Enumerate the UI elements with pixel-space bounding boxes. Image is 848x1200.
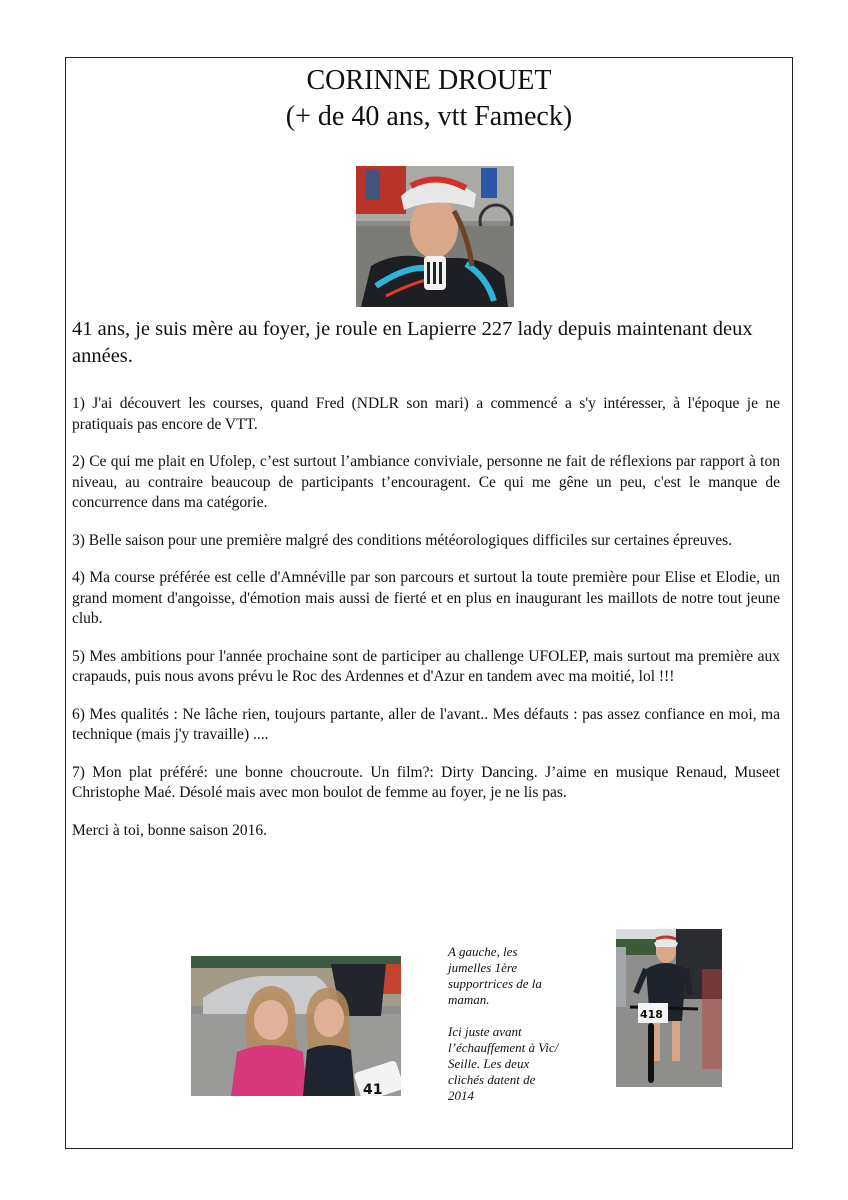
article-subtitle: (+ de 40 ans, vtt Fameck)	[285, 101, 573, 132]
article-title: CORINNE DROUET	[306, 65, 552, 96]
caption-line-1: A gauche, les jumelles 1ère supportrices de la maman.	[448, 944, 542, 1007]
photo-icon	[616, 929, 722, 1087]
caption-line-2: Ici juste avant l’échauffement à Vic/ Seille. Les deux clichés datent de 2014	[448, 1024, 559, 1103]
answer-2: 2) Ce qui me plait en Ufolep, c’est surtout l’ambiance conviviale, personne ne fait de réflexions par rapport à ton niveau, au contraire beaucoup de participants t’encouragent. Ce qui me gêne un peu, c'est le manque de concurrence dans ma catégorie.	[72, 453, 780, 511]
photo-icon	[191, 956, 401, 1096]
answer-4: 4) Ma course préférée est celle d'Amnéville par son parcours et surtout la toute première pour Elise et Elodie, un grand moment d'angoisse, d'émotion mais aussi de fierté et en plus en inaugurant les maillots de notre tout jeune club.	[72, 569, 780, 627]
closing-line: Merci à toi, bonne saison 2016.	[72, 821, 268, 839]
answer-5: 5) Mes ambitions pour l'année prochaine sont de participer au challenge UFOLEP, mais surtout ma première aux crapauds, puis nous avons prévu le Roc des Ardennes et d'Azur en tandem avec ma moitié, lol !!!	[72, 647, 780, 685]
intro-text: 41 ans, je suis mère au foyer, je roule en Lapierre 227 lady depuis maintenant deux années.	[72, 318, 753, 367]
portrait-photo	[356, 166, 514, 307]
twins-photo	[191, 956, 401, 1096]
answer-7: 7) Mon plat préféré: une bonne choucroute. Un film?: Dirty Dancing. J’aime en musique Renaud, Museet Christophe Maé. Désolé mais avec mon boulot de femme au foyer, je ne lis pas.	[72, 763, 780, 801]
article-frame	[65, 57, 793, 1149]
photo-icon	[356, 166, 514, 307]
answer-6: 6) Mes qualités : Ne lâche rien, toujours partante, aller de l'avant.. Mes défauts : pas assez confiance en moi, ma technique (mais j'y travaille) ....	[72, 705, 780, 743]
photo-caption	[448, 944, 560, 1120]
answer-3: 3) Belle saison pour une première malgré des conditions météorologiques difficiles sur certaines épreuves.	[72, 531, 732, 549]
svg-text:41: 41	[363, 1082, 383, 1096]
answer-1: 1) J'ai découvert les courses, quand Fred (NDLR son mari) a commencé a s'y intéresser, à l'époque je ne pratiquais pas encore de VTT.	[72, 395, 780, 433]
interview-answers	[72, 394, 780, 858]
rider-bike-photo	[616, 929, 722, 1087]
svg-text:418: 418	[640, 1008, 663, 1021]
